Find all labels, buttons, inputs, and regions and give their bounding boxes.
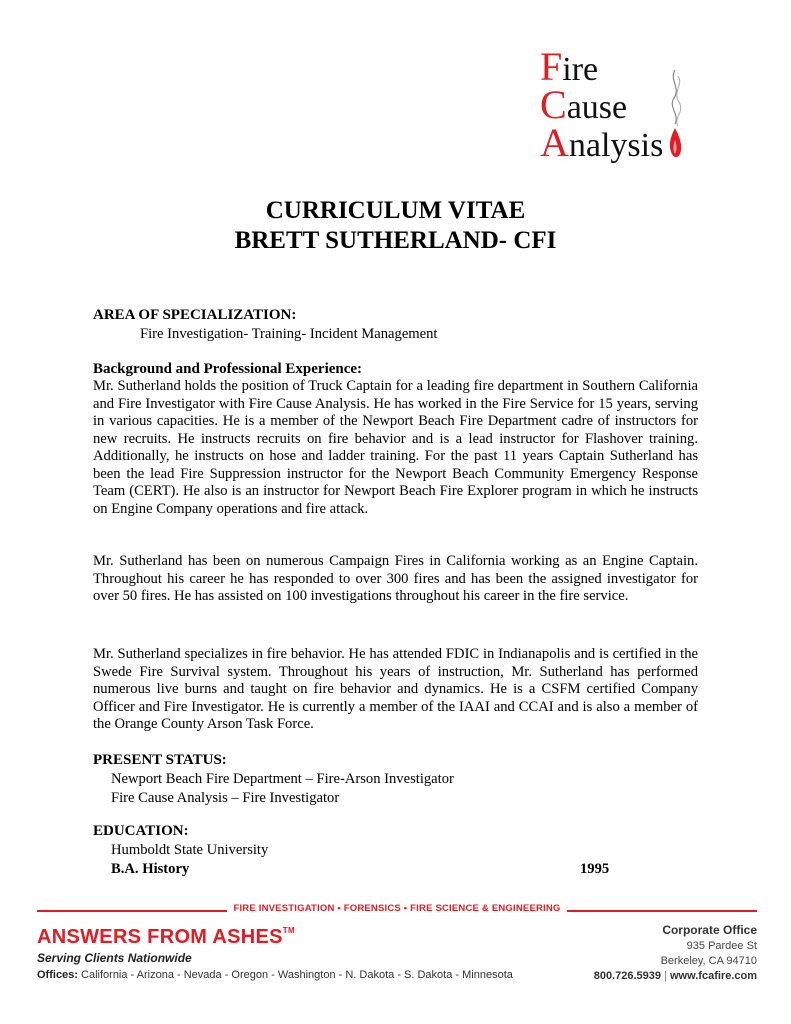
logo-line-cause: Cause <box>540 82 628 127</box>
corporate-street: 935 Pardee St <box>686 940 757 952</box>
background-heading: Background and Professional Experience: <box>93 361 363 377</box>
corporate-phone[interactable]: 800.726.5939 <box>593 970 661 982</box>
education-degree: B.A. History <box>111 861 190 877</box>
present-status-item: Newport Beach Fire Department – Fire-Arson Investigator <box>111 771 454 787</box>
footer-slogan: Serving Clients Nationwide <box>37 951 192 965</box>
document-title: CURRICULUM VITAE <box>265 197 526 224</box>
education-year: 1995 <box>580 861 610 877</box>
specialization-text: Fire Investigation- Training- Incident Management <box>140 326 438 342</box>
education-school: Humboldt State University <box>111 842 269 858</box>
footer-offices: Offices: California - Arizona - Nevada - Oregon - Washington - N. Dakota - S. Dakota - Minnesota <box>37 969 513 981</box>
corporate-website-link[interactable]: www.fcafire.com <box>669 970 757 982</box>
background-paragraph-1: Mr. Sutherland holds the position of Truck Captain for a leading fire department in Southern California and Fire Investigator with Fire Cause Analysis. He has worked in the Fire Service for 15 years, serving in various capacities. He is a member of the Newport Beach Fire Department cadre of instructors for new recruits. He instructs recruits on fire behavior and is a lead instructor for Flashover training. Additionally, he instructs on hose and ladder training. For the past 11 years Captain Sutherland has been the lead Fire Suppression instructor for the Newport Beach Community Emergency Response Team (CERT). He also is an instructor for Newport Beach Fire Explorer program in which he instructs on Engine Company operations and fire attack. <box>93 378 698 517</box>
logo-line-fire: Fire <box>540 44 599 89</box>
present-status-heading: PRESENT STATUS: <box>93 752 227 768</box>
footer-rule-left <box>37 910 227 912</box>
background-paragraph-2: Mr. Sutherland has been on numerous Campaign Fires in California working as an Engine Captain. Throughout his career he has responded to over 300 fires and has been the assigned investigator for over 50 fires. He has assisted on 100 investigations throughout his career in the fire service. <box>93 553 698 604</box>
footer-rule-right <box>567 910 757 912</box>
education-heading: EDUCATION: <box>93 823 189 839</box>
corporate-office-title: Corporate Office <box>662 923 757 937</box>
corporate-contact <box>594 970 757 982</box>
company-logo <box>540 44 710 170</box>
specialization-heading: AREA OF SPECIALIZATION: <box>93 307 297 323</box>
logo-line-analysis: Analysis <box>540 120 664 165</box>
footer-brand: ANSWERS FROM ASHES™ <box>37 926 295 948</box>
contact-separator: | <box>664 970 667 982</box>
background-paragraph-3: Mr. Sutherland specializes in fire behavior. He has attended FDIC in Indianapolis and is certified in the Swede Fire Survival system. Throughout his years of instruction, Mr. Sutherland has performed numerous live burns and taught on fire behavior and dynamics. He is a CSFM certified Company Officer and Fire Investigator. He is currently a member of the IAAI and CCAI and is also a member of the Orange County Arson Task Force. <box>93 646 698 732</box>
footer-services-banner: FIRE INVESTIGATION • FORENSICS • FIRE SCIENCE & ENGINEERING <box>233 903 561 914</box>
present-status-item: Fire Cause Analysis – Fire Investigator <box>111 790 340 806</box>
person-name-title: BRETT SUTHERLAND- CFI <box>234 227 557 254</box>
corporate-city: Berkeley, CA 94710 <box>660 955 757 967</box>
smoke-flame-icon <box>660 66 690 166</box>
